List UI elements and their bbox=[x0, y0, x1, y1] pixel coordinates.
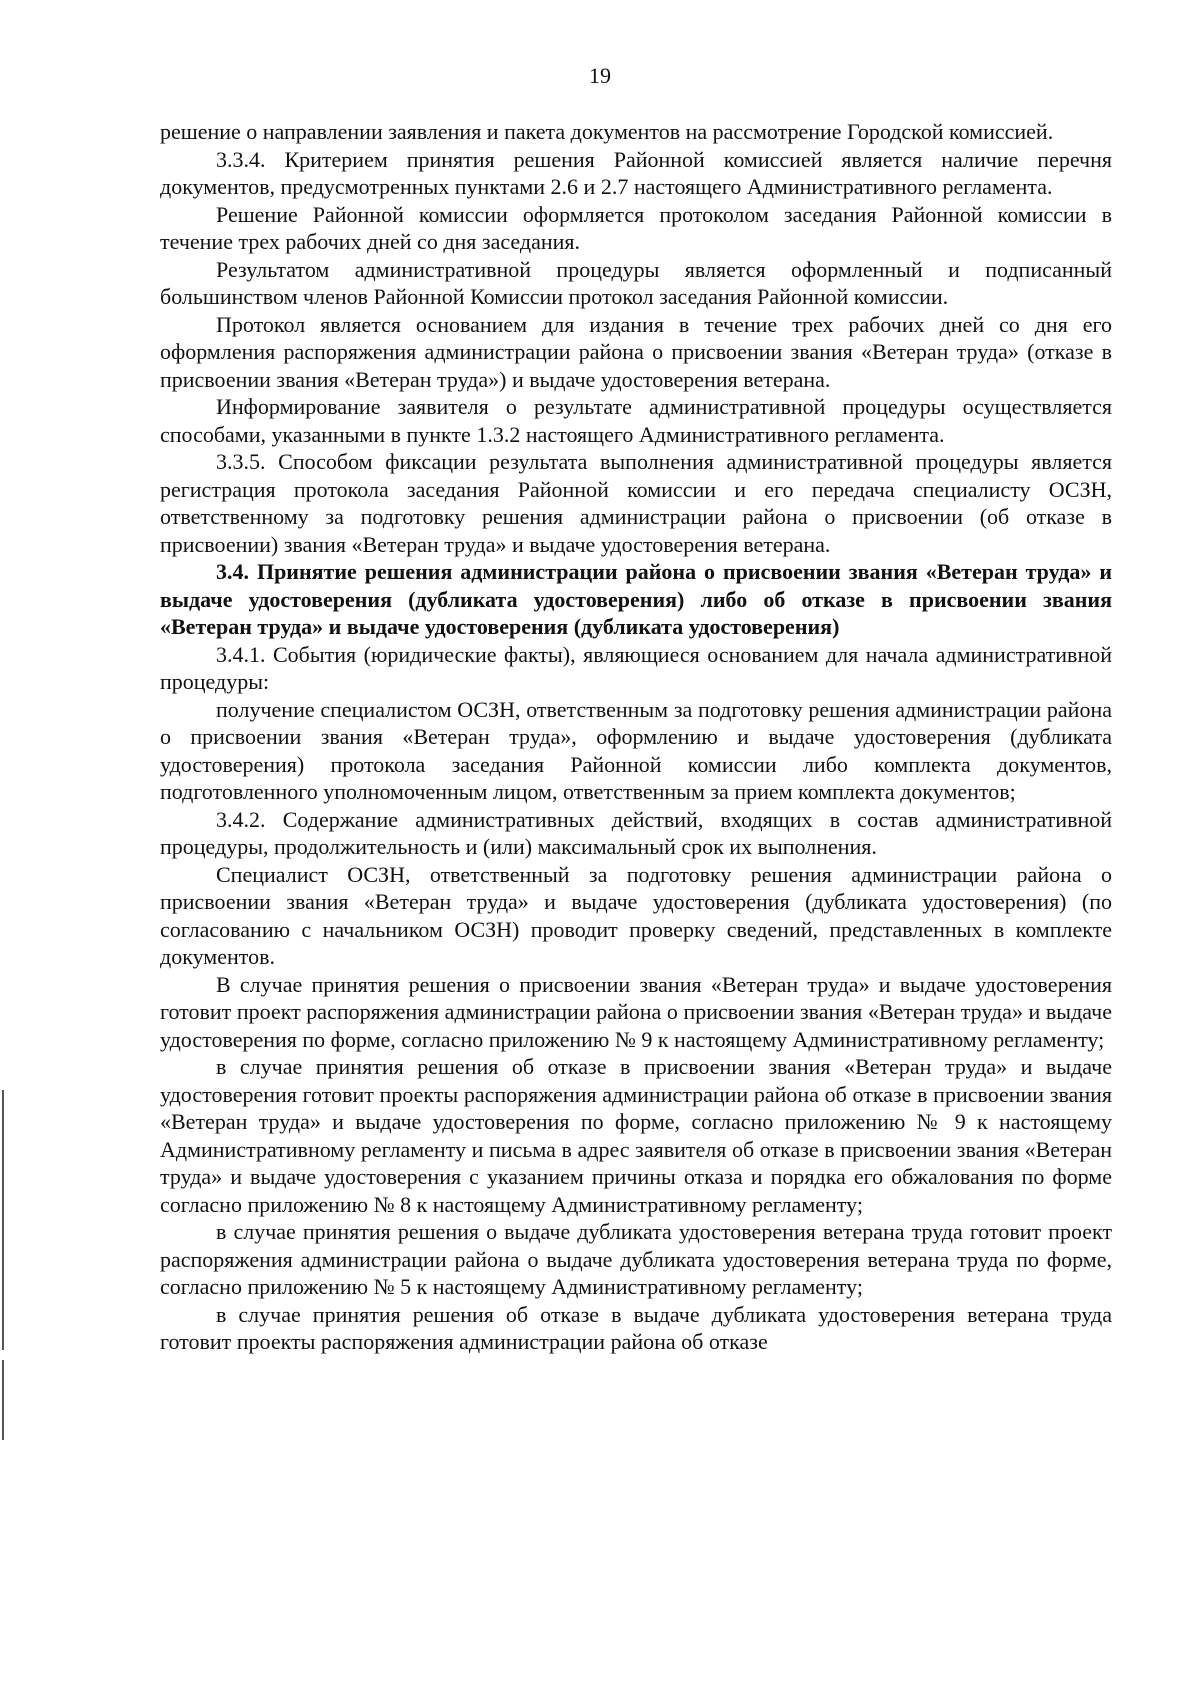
paragraph-14: в случае принятия решения об отказе в присвоении звания «Ветеран труда» и выдаче удостоверения готовит проекты распоряжения администрации района об отказе в присвоении звания «Ветеран труда» и выдаче удостоверения по форме, согласно приложению № 9 к настоящему Административному регламенту и письма в адрес заявителя об отказе в присвоении звания «Ветеран труда» и выдаче удостоверения с указанием причины отказа и порядка его обжалования по форме согласно приложению № 8 к настоящему Административному регламенту; bbox=[160, 1054, 1112, 1217]
paragraph-10: получение специалистом ОСЗН, ответственным за подготовку решения администрации района о присвоении звания «Ветеран труда», оформлению и выдаче удостоверения (дубликата удостоверения) протокола заседания Районной комиссии либо комплекта документов, подготовленного уполномоченным лицом, ответственным за прием комплекта документов; bbox=[160, 696, 1112, 804]
paragraph-13: В случае принятия решения о присвоении звания «Ветеран труда» и выдаче удостоверения готовит проект распоряжения администрации района о присвоении звания «Ветеран труда» и выдаче удостоверения по форме, согласно приложению № 9 к настоящему Административному регламенту; bbox=[160, 971, 1112, 1052]
paragraph-1: решение о направлении заявления и пакета документов на рассмотрение Городской комиссией. bbox=[160, 119, 1054, 144]
paragraph-15: в случае принятия решения о выдаче дубликата удостоверения ветерана труда готовит проект распоряжения администрации района о выдаче дубликата удостоверения ветерана труда по форме, согласно приложению № 5 к настоящему Административному регламенту; bbox=[160, 1219, 1112, 1299]
paragraph-7: 3.3.5. Способом фиксации результата выполнения административной процедуры является регистрация протокола заседания Районной комиссии и его передача специалисту ОСЗН, ответственному за подготовку решения администрации района о присвоении (об отказе в присвоении) звания «Ветеран труда» и выдаче удостоверения ветерана. bbox=[160, 449, 1112, 557]
scan-edge-mark bbox=[2, 1090, 4, 1350]
paragraph-9: 3.4.1. События (юридические факты), являющиеся основанием для начала административной процедуры: bbox=[160, 641, 1112, 694]
paragraph-5: Протокол является основанием для издания в течение трех рабочих дней со дня его оформления распоряжения администрации района о присвоении звания «Ветеран труда» (отказе в присвоении звания «Ветеран труда») и выдаче удостоверения ветерана. bbox=[160, 311, 1112, 392]
body-text bbox=[160, 118, 1112, 1356]
section-heading-3-4: 3.4. Принятие решения администрации района о присвоении звания «Ветеран труда» и выдаче удостоверения (дубликата удостоверения) либо об отказе в присвоении звания «Ветеран труда» и выдаче удостоверения (дубликата удостоверения) bbox=[160, 559, 1112, 639]
paragraph-11: 3.4.2. Содержание административных действий, входящих в состав административной процедуры, продолжительность и (или) максимальный срок их выполнения. bbox=[160, 806, 1112, 859]
page-number: 19 bbox=[589, 63, 611, 88]
scan-edge-mark bbox=[2, 1360, 4, 1440]
paragraph-2: 3.3.4. Критерием принятия решения Районной комиссией является наличие перечня документов, предусмотренных пунктами 2.6 и 2.7 настоящего Административного регламента. bbox=[160, 146, 1112, 199]
paragraph-3: Решение Районной комиссии оформляется протоколом заседания Районной комиссии в течение трех рабочих дней со дня заседания. bbox=[160, 201, 1112, 254]
paragraph-12: Специалист ОСЗН, ответственный за подготовку решения администрации района о присвоении звания «Ветеран труда» и выдаче удостоверения (дубликата удостоверения) (по согласованию с начальником ОСЗН) проводит проверку сведений, представленных в комплекте документов. bbox=[160, 861, 1112, 969]
paragraph-4: Результатом административной процедуры является оформленный и подписанный большинством членов Районной Комиссии протокол заседания Районной комиссии. bbox=[160, 256, 1112, 309]
paragraph-16: в случае принятия решения об отказе в выдаче дубликата удостоверения ветерана труда готовит проекты распоряжения администрации района об отказе bbox=[160, 1301, 1112, 1354]
paragraph-6: Информирование заявителя о результате административной процедуры осуществляется способами, указанными в пункте 1.3.2 настоящего Административного регламента. bbox=[160, 394, 1112, 447]
